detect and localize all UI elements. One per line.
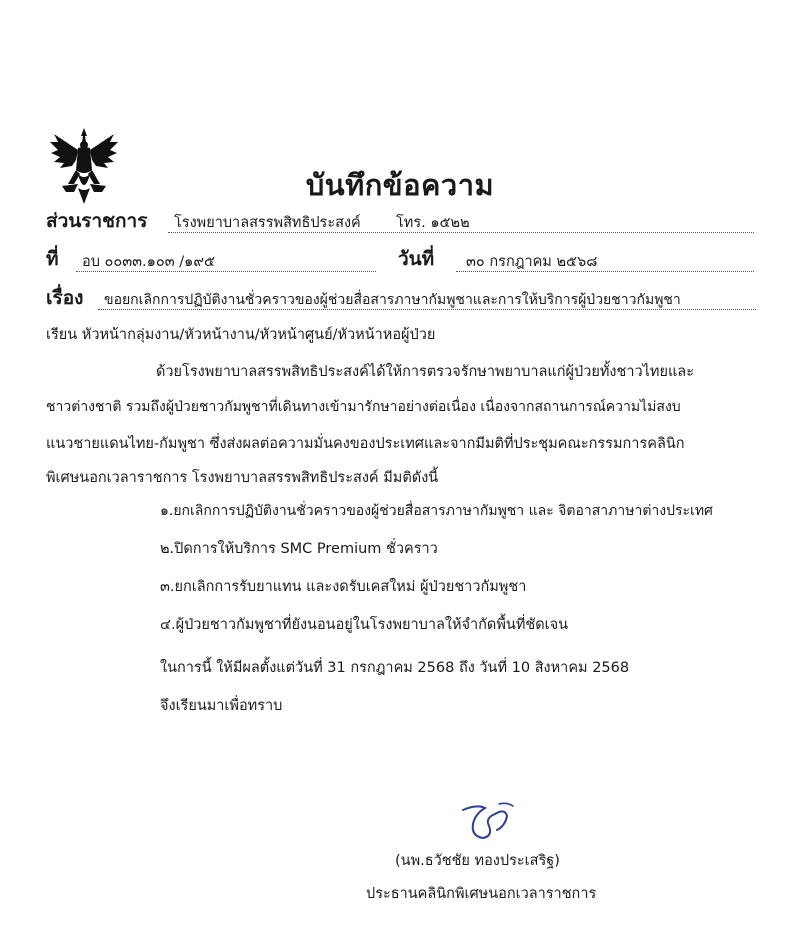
list-item: ๔.ผู้ป่วยชาวกัมพูชาที่ยังนอนอยู่ในโรงพยาบาลให้จำกัดพื้นที่ชัดเจน [160, 617, 568, 633]
paragraph-line-1: ด้วยโรงพยาบาลสรรพสิทธิประสงค์ได้ให้การตรวจรักษาพยาบาลแก่ผู้ป่วยทั้งชาวไทยและ [156, 364, 694, 380]
date-dotted-line [456, 271, 754, 272]
page-title: บันทึกข้อความ [305, 168, 495, 202]
paragraph-line-2: ชาวต่างชาติ รวมถึงผู้ป่วยชาวกัมพูชาที่เดินทางเข้ามารักษาอย่างต่อเนื่อง เนื่องจากสถานการณ์ความไม่สงบ [46, 399, 681, 415]
subject-label: เรื่อง [46, 287, 84, 309]
subject-value: ขอยกเลิกการปฏิบัติงานชั่วคราวของผู้ช่วยสื่อสารภาษากัมพูชาและการให้บริการผู้ป่วยชาวกัมพูชา [104, 292, 681, 308]
closing-line: จึงเรียนมาเพื่อทราบ [160, 698, 283, 714]
subject-dotted-line [98, 309, 756, 310]
date-label: วันที่ [398, 248, 435, 270]
ref-dotted-line [76, 271, 376, 272]
list-item: ๓.ยกเลิกการรับยาแทน และงดรับเคสใหม่ ผู้ป่วยชาวกัมพูชา [160, 579, 527, 595]
agency-dotted-line [168, 232, 754, 233]
ref-label: ที่ [46, 248, 59, 270]
list-item: ๑.ยกเลิกการปฏิบัติงานชั่วคราวของผู้ช่วยสื่อสารภาษากัมพูชา และ จิตอาสาภาษาต่างประเทศ [160, 503, 713, 519]
recipient-line: เรียน หัวหน้ากลุ่มงาน/หัวหน้างาน/หัวหน้าศูนย์/หัวหน้าหอผู้ป่วย [46, 327, 436, 343]
paragraph-line-3: แนวชายแดนไทย-กัมพูชา ซึ่งส่งผลต่อความมั่นคงของประเทศและจากมีมติที่ประชุมคณะกรรมการคลินิก [46, 436, 685, 452]
signatory-position: ประธานคลินิกพิเศษนอกเวลาราชการ [366, 886, 597, 902]
effective-period: ในการนี้ ให้มีผลตั้งแต่วันที่ 31 กรกฎาคม 2568 ถึง วันที่ 10 สิงหาคม 2568 [160, 660, 630, 676]
list-item: ๒.ปิดการให้บริการ SMC Premium ชั่วคราว [160, 541, 438, 557]
signatory-name: (นพ.ธวัชชัย ทองประเสริฐ) [395, 853, 560, 869]
phone-number: โทร. ๑๕๒๒ [396, 215, 470, 231]
agency-label: ส่วนราชการ [46, 210, 148, 232]
date-value: ๓๐ กรกฎาคม ๒๕๖๘ [466, 254, 598, 270]
agency-value: โรงพยาบาลสรรพสิทธิประสงค์ [174, 215, 361, 231]
paragraph-line-4: พิเศษนอกเวลาราชการ โรงพยาบาลสรรพสิทธิประสงค์ มีมติดังนี้ [46, 470, 439, 486]
ref-value: อบ ๐๐๓๓.๑๐๓ /๑๙๕ [82, 254, 215, 270]
handwritten-signature [455, 800, 521, 846]
